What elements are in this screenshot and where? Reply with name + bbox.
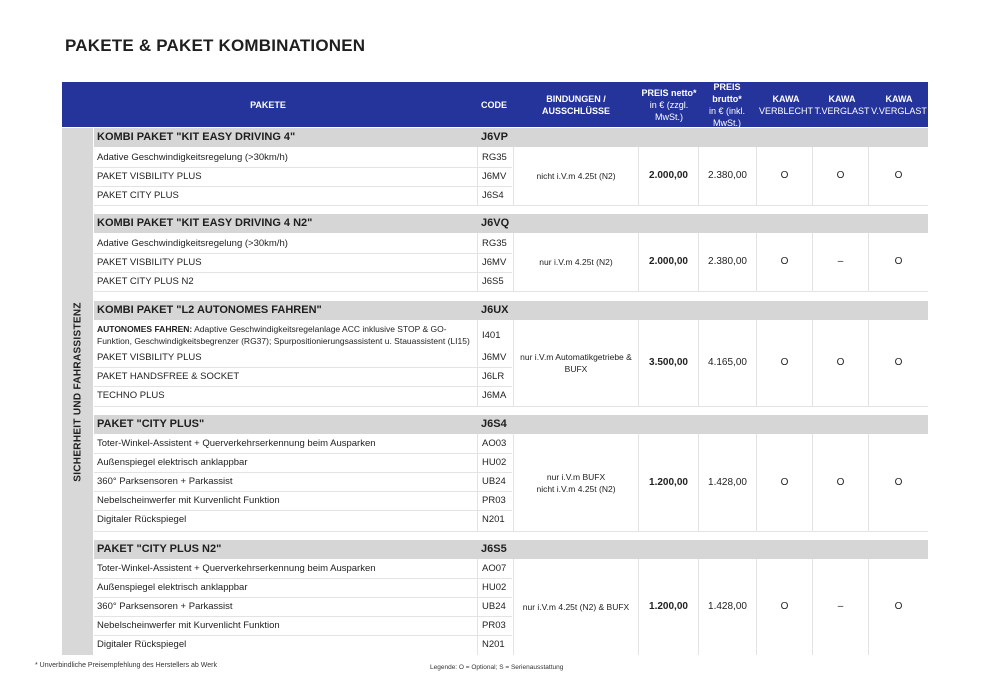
item-code: UB24 <box>482 476 506 487</box>
item-code: J6MV <box>482 352 507 363</box>
item-code: PR03 <box>482 620 506 631</box>
item-name: TECHNO PLUS <box>97 390 165 401</box>
item-code: PR03 <box>482 495 506 506</box>
col-header-kawa2-line2: T.VERGLAST <box>814 105 870 116</box>
row-divider <box>94 406 928 407</box>
item-name: Nebelscheinwerfer mit Kurvenlicht Funktion <box>97 495 280 506</box>
package-name: KOMBI PAKET "L2 AUTONOMES FAHREN" <box>97 304 322 316</box>
binding-line1: nur i.V.m 4.25t (N2) & BUFX <box>522 602 630 612</box>
package-item-row <box>94 472 512 491</box>
item-name <box>97 323 475 347</box>
binding-line2: BUFX <box>564 364 588 374</box>
package-item-row <box>94 348 512 367</box>
package-item-row <box>94 253 512 272</box>
package-group <box>94 214 928 292</box>
package-group <box>94 540 928 655</box>
col-header-brutto-line1: PREIS <box>713 81 741 92</box>
package-code: J6S5 <box>481 543 507 555</box>
col-header-netto-line1: PREIS netto* <box>641 87 697 98</box>
package-item-row <box>94 321 512 350</box>
package-group <box>94 301 928 407</box>
item-code: I401 <box>482 330 501 341</box>
price-brutto: 1.428,00 <box>708 601 747 612</box>
row-divider <box>94 635 512 636</box>
item-code: HU02 <box>482 582 507 593</box>
package-name: KOMBI PAKET "KIT EASY DRIVING 4 N2" <box>97 217 313 229</box>
binding-cell <box>514 559 638 655</box>
kawa-verblecht-mark: O <box>780 256 789 267</box>
footnote: * Unverbindliche Preisempfehlung des Herstellers ab Werk <box>35 662 217 669</box>
item-code: AO07 <box>482 563 507 574</box>
row-divider <box>94 453 512 454</box>
row-divider <box>94 205 928 206</box>
col-header-pakete: PAKETE <box>250 99 286 110</box>
package-name: PAKET "CITY PLUS" <box>97 418 205 430</box>
item-name: Toter-Winkel-Assistent + Querverkehrserkennung beim Ausparken <box>97 563 376 574</box>
kawa-vverglast-mark: O <box>894 357 903 368</box>
item-code: RG35 <box>482 152 507 163</box>
item-name: Außenspiegel elektrisch anklappbar <box>97 457 248 468</box>
package-item-row <box>94 559 512 578</box>
col-header-brutto-line3: in € (inkl. <box>708 105 745 116</box>
price-brutto: 2.380,00 <box>708 256 747 267</box>
item-name: Digitaler Rückspiegel <box>97 639 187 650</box>
package-code: J6S4 <box>481 418 507 430</box>
kawa-verblecht-mark: O <box>780 357 789 368</box>
col-divider <box>477 320 478 406</box>
package-code: J6VQ <box>481 217 510 229</box>
row-divider <box>94 167 512 168</box>
row-divider <box>94 367 512 368</box>
package-group <box>94 415 928 532</box>
col-header-bindungen-line2: AUSSCHLÜSSE <box>541 105 610 116</box>
item-name: Toter-Winkel-Assistent + Querverkehrserkennung beim Ausparken <box>97 438 376 449</box>
col-header-kawa1-line1: KAWA <box>772 93 800 104</box>
item-name: Adative Geschwindigkeitsregelung (>30km/h) <box>97 152 288 163</box>
binding-line1: nur i.V.m 4.25t (N2) <box>539 257 613 267</box>
col-header-kawa3-line1: KAWA <box>885 93 913 104</box>
package-item-row <box>94 186 512 205</box>
item-code: HU02 <box>482 457 507 468</box>
row-divider <box>94 386 512 387</box>
package-item-row <box>94 386 512 405</box>
item-code: RG35 <box>482 238 507 249</box>
binding-cell <box>514 320 638 406</box>
package-group <box>94 128 928 206</box>
page-title: PAKETE & PAKET KOMBINATIONEN <box>65 36 366 55</box>
item-code: AO03 <box>482 438 507 449</box>
kawa-tverglast-mark: O <box>836 476 845 488</box>
price-netto: 1.200,00 <box>649 476 688 488</box>
price-netto: 2.000,00 <box>649 170 688 181</box>
item-code: J6LR <box>482 371 505 382</box>
row-divider <box>94 291 928 292</box>
package-item-row <box>94 148 512 167</box>
package-header-row <box>94 540 928 559</box>
price-netto: 1.200,00 <box>649 601 688 612</box>
col-header-preis-brutto <box>698 82 756 127</box>
kawa-verblecht-mark: O <box>780 170 789 181</box>
col-divider <box>477 147 478 205</box>
package-header-row <box>94 128 928 147</box>
item-code: J6S5 <box>482 276 504 287</box>
col-header-kawa1-line2: VERBLECHT <box>758 105 813 116</box>
item-name: 360° Parksensoren + Parkassist <box>97 476 233 487</box>
item-name: PAKET VISBILITY PLUS <box>97 257 202 268</box>
col-header-preis-netto <box>640 82 698 127</box>
binding-line2: nicht i.V.m 4.25t (N2) <box>536 483 616 494</box>
price-netto: 2.000,00 <box>649 256 688 267</box>
package-header-row <box>94 214 928 233</box>
price-brutto: 1.428,00 <box>708 476 747 488</box>
price-brutto: 2.380,00 <box>708 170 747 181</box>
kawa-vverglast-mark: O <box>894 476 903 488</box>
kawa-tverglast-mark: – <box>837 256 844 267</box>
col-header-brutto-line2: brutto* <box>712 93 742 104</box>
binding-cell <box>514 147 638 205</box>
package-name: KOMBI PAKET "KIT EASY DRIVING 4" <box>97 131 296 143</box>
col-header-brutto-line4: MwSt.) <box>713 117 741 128</box>
kawa-tverglast-mark: – <box>837 601 844 612</box>
item-name: Nebelscheinwerfer mit Kurvenlicht Funktion <box>97 620 280 631</box>
package-item-row <box>94 491 512 510</box>
item-name-prefix: AUTONOMES FAHREN: <box>97 324 193 334</box>
binding-cell <box>514 434 638 531</box>
item-name: PAKET HANDSFREE & SOCKET <box>97 371 240 382</box>
row-divider <box>94 253 512 254</box>
package-header-row <box>94 301 928 320</box>
package-item-row <box>94 510 512 529</box>
price-brutto: 4.165,00 <box>708 357 747 368</box>
kawa-vverglast-mark: O <box>894 170 903 181</box>
row-divider <box>94 186 512 187</box>
col-header-bindungen <box>514 82 638 127</box>
col-header-kawa3-line2: V.VERGLAST <box>871 105 927 116</box>
item-code: J6MA <box>482 390 507 401</box>
package-name: PAKET "CITY PLUS N2" <box>97 543 222 555</box>
col-divider <box>477 233 478 291</box>
kawa-vverglast-mark: O <box>894 256 903 267</box>
package-item-row <box>94 597 512 616</box>
col-divider <box>477 559 478 655</box>
package-code: J6UX <box>481 304 509 316</box>
package-item-row <box>94 367 512 386</box>
row-divider <box>94 616 512 617</box>
row-divider <box>94 472 512 473</box>
package-item-row <box>94 453 512 472</box>
row-divider <box>94 491 512 492</box>
item-name: PAKET VISBILITY PLUS <box>97 352 202 363</box>
item-code: J6S4 <box>482 190 504 201</box>
row-divider <box>94 531 928 532</box>
col-header-netto-line2: in € (zzgl. <box>649 99 689 110</box>
item-code: J6MV <box>482 171 507 182</box>
col-header-netto-line3: MwSt.) <box>655 111 683 122</box>
item-name: PAKET CITY PLUS <box>97 190 179 201</box>
category-label: SICHERHEIT UND FAHRASSISTENZ <box>72 302 84 482</box>
item-name: 360° Parksensoren + Parkassist <box>97 601 233 612</box>
col-header-code: CODE <box>480 99 507 110</box>
item-name: PAKET VISBILITY PLUS <box>97 171 202 182</box>
item-code: UB24 <box>482 601 506 612</box>
package-item-row <box>94 272 512 291</box>
binding-line1: nur i.V.m Automatikgetriebe & <box>520 352 632 362</box>
item-name: PAKET CITY PLUS N2 <box>97 276 194 287</box>
binding-line1: nicht i.V.m 4.25t (N2) <box>536 171 616 181</box>
item-name: Adative Geschwindigkeitsregelung (>30km/h) <box>97 238 288 249</box>
item-code: N201 <box>482 514 505 525</box>
package-item-row <box>94 635 512 654</box>
col-header-kawa-vverglast <box>870 82 928 127</box>
col-header-kawa2-line1: KAWA <box>828 93 856 104</box>
item-code: N201 <box>482 639 505 650</box>
item-code: J6MV <box>482 257 507 268</box>
package-item-row <box>94 434 512 453</box>
kawa-tverglast-mark: O <box>836 170 845 181</box>
kawa-verblecht-mark: O <box>780 601 789 612</box>
package-item-row <box>94 167 512 186</box>
package-item-row <box>94 616 512 635</box>
row-divider <box>94 510 512 511</box>
binding-cell <box>514 233 638 291</box>
package-item-row <box>94 234 512 253</box>
legend: Legende: O = Optional; S = Serienausstattung <box>430 664 564 671</box>
row-divider <box>94 597 512 598</box>
row-divider <box>94 272 512 273</box>
package-item-row <box>94 578 512 597</box>
item-name: Digitaler Rückspiegel <box>97 514 187 525</box>
col-header-kawa-verblecht <box>758 82 814 127</box>
package-code: J6VP <box>481 131 508 143</box>
col-header-bindungen-line1: BINDUNGEN / <box>546 93 606 104</box>
row-divider <box>94 578 512 579</box>
col-header-kawa-tverglast <box>814 82 870 127</box>
price-netto: 3.500,00 <box>649 357 688 368</box>
kawa-tverglast-mark: O <box>836 357 845 368</box>
kawa-vverglast-mark: O <box>894 601 903 612</box>
item-name: Außenspiegel elektrisch anklappbar <box>97 582 248 593</box>
item-name-text: Adaptive Geschwindigkeitsregelanlage ACC inklusive STOP & GO-Funktion, Geschwindigkeitsbegrenzer (RG37); Spurpositionierungsassistent u. Stauassistent (LI15) <box>97 324 470 346</box>
binding-line1: nur i.V.m BUFX <box>546 471 606 482</box>
kawa-verblecht-mark: O <box>780 476 789 488</box>
package-header-row <box>94 415 928 434</box>
col-divider <box>477 434 478 531</box>
table-header <box>62 82 928 127</box>
